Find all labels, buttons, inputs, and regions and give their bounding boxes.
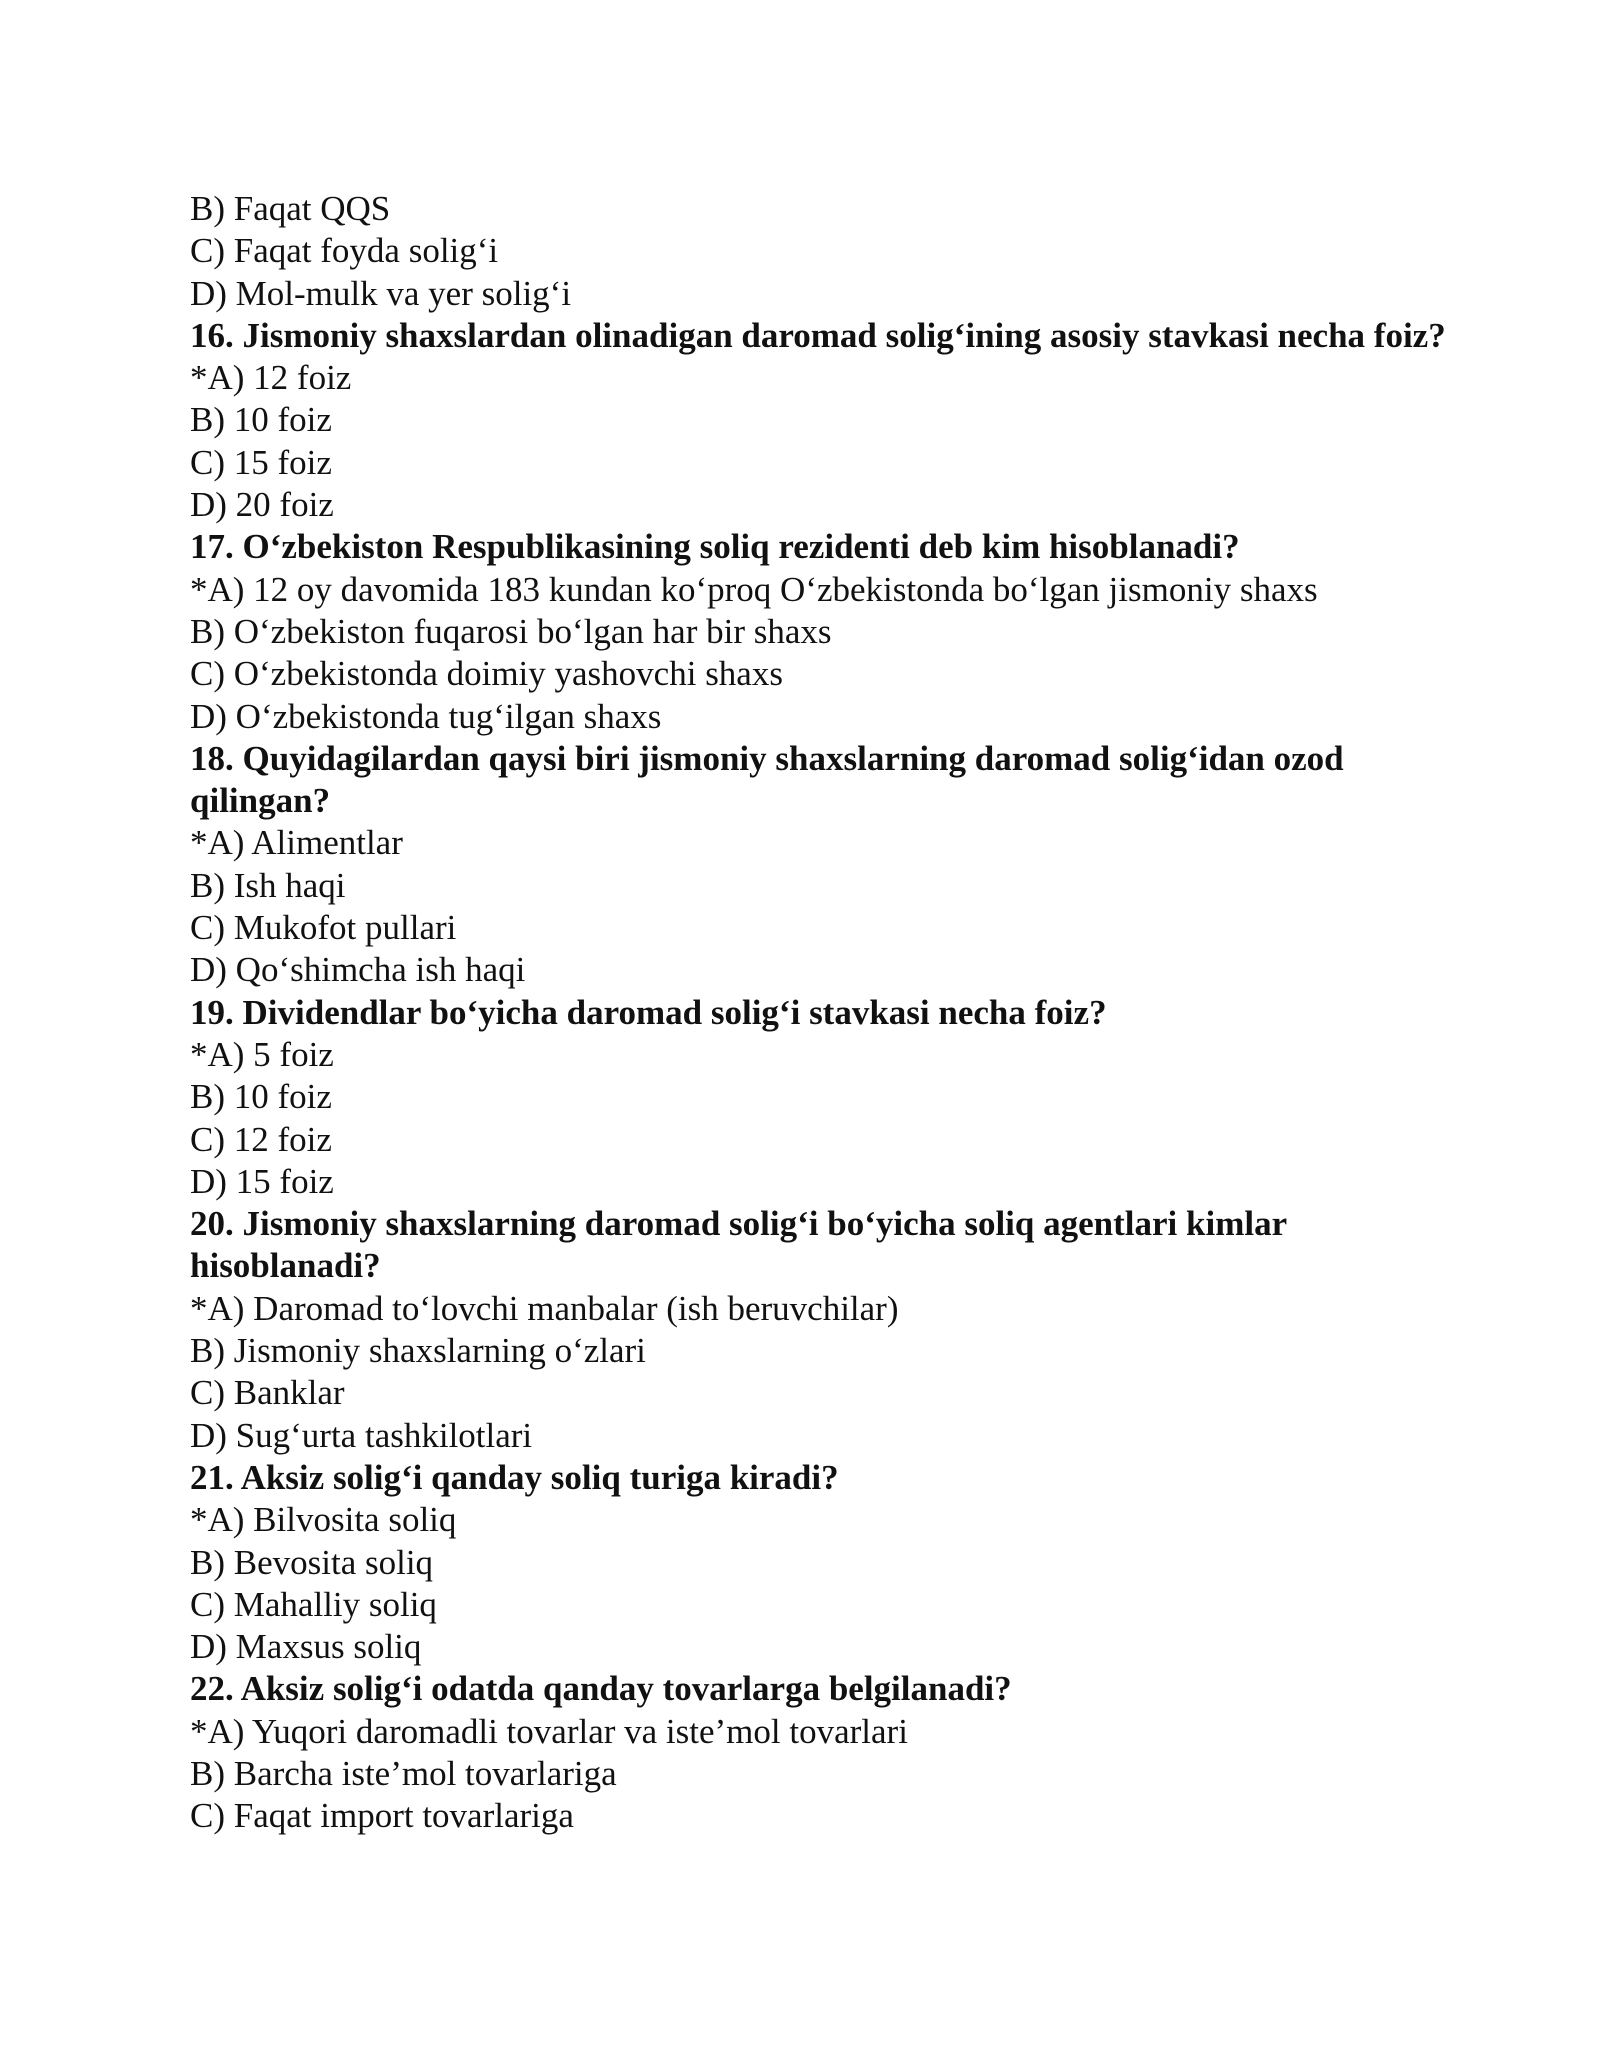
option-line: B) 10 foiz <box>190 1077 332 1117</box>
question-16: 16. Jismoniy shaxslardan olinadigan daromad solig‘ining asosiy stavkasi necha foiz? <box>190 315 1446 355</box>
option-line: *A) Alimentlar <box>190 823 403 863</box>
option-line: B) Ish haqi <box>190 865 346 905</box>
question-19: 19. Dividendlar bo‘yicha daromad solig‘i stavkasi necha foiz? <box>190 992 1107 1032</box>
option-line: *A) 12 foiz <box>190 358 352 398</box>
option-line: B) Jismoniy shaxslarning o‘zlari <box>190 1331 646 1371</box>
option-line: B) Bevosita soliq <box>190 1542 434 1582</box>
option-line: D) 20 foiz <box>190 485 334 525</box>
option-line: *A) 12 oy davomida 183 kundan ko‘proq O‘zbekistonda bo‘lgan jismoniy shaxs <box>190 569 1318 609</box>
question-22: 22. Aksiz solig‘i odatda qanday tovarlarga belgilanadi? <box>190 1669 1012 1709</box>
option-line: C) Banklar <box>190 1373 345 1413</box>
option-line: B) Faqat QQS <box>190 189 391 228</box>
option-line: B) O‘zbekiston fuqarosi bo‘lgan har bir shaxs <box>190 611 832 651</box>
option-line: D) Qo‘shimcha ish haqi <box>190 950 526 990</box>
question-17: 17. O‘zbekiston Respublikasining soliq rezidenti deb kim hisoblanadi? <box>190 527 1240 567</box>
option-line: C) Faqat import tovarlariga <box>190 1796 574 1836</box>
option-line: *A) Yuqori daromadli tovarlar va iste’mol tovarlari <box>190 1711 908 1751</box>
option-line: *A) 5 foiz <box>190 1034 334 1074</box>
option-line: D) O‘zbekistonda tug‘ilgan shaxs <box>190 696 662 736</box>
option-line: C) O‘zbekistonda doimiy yashovchi shaxs <box>190 654 783 694</box>
option-line: *A) Daromad to‘lovchi manbalar (ish beruvchilar) <box>190 1288 899 1328</box>
page-content <box>190 188 1450 1838</box>
option-line: D) Maxsus soliq <box>190 1627 422 1667</box>
option-line: C) Mahalliy soliq <box>190 1584 437 1624</box>
option-line: *A) Bilvosita soliq <box>190 1500 457 1540</box>
question-21: 21. Aksiz solig‘i qanday soliq turiga kiradi? <box>190 1457 839 1497</box>
option-line: D) Mol-mulk va yer solig‘i <box>190 273 572 313</box>
option-line: C) 15 foiz <box>190 442 332 482</box>
option-line: D) Sug‘urta tashkilotlari <box>190 1415 533 1455</box>
option-line: B) Barcha iste’mol tovarlariga <box>190 1753 617 1793</box>
question-20: 20. Jismoniy shaxslarning daromad solig‘i bo‘yicha soliq agentlari kimlar hisoblanadi? <box>190 1204 1287 1286</box>
option-line: B) 10 foiz <box>190 400 332 440</box>
option-line: C) Mukofot pullari <box>190 908 457 948</box>
option-line: D) 15 foiz <box>190 1161 334 1201</box>
question-18: 18. Quyidagilardan qaysi biri jismoniy shaxslarning daromad solig‘idan ozod qilingan? <box>190 738 1344 821</box>
option-line: C) 12 foiz <box>190 1119 332 1159</box>
option-line: C) Faqat foyda solig‘i <box>190 231 499 271</box>
